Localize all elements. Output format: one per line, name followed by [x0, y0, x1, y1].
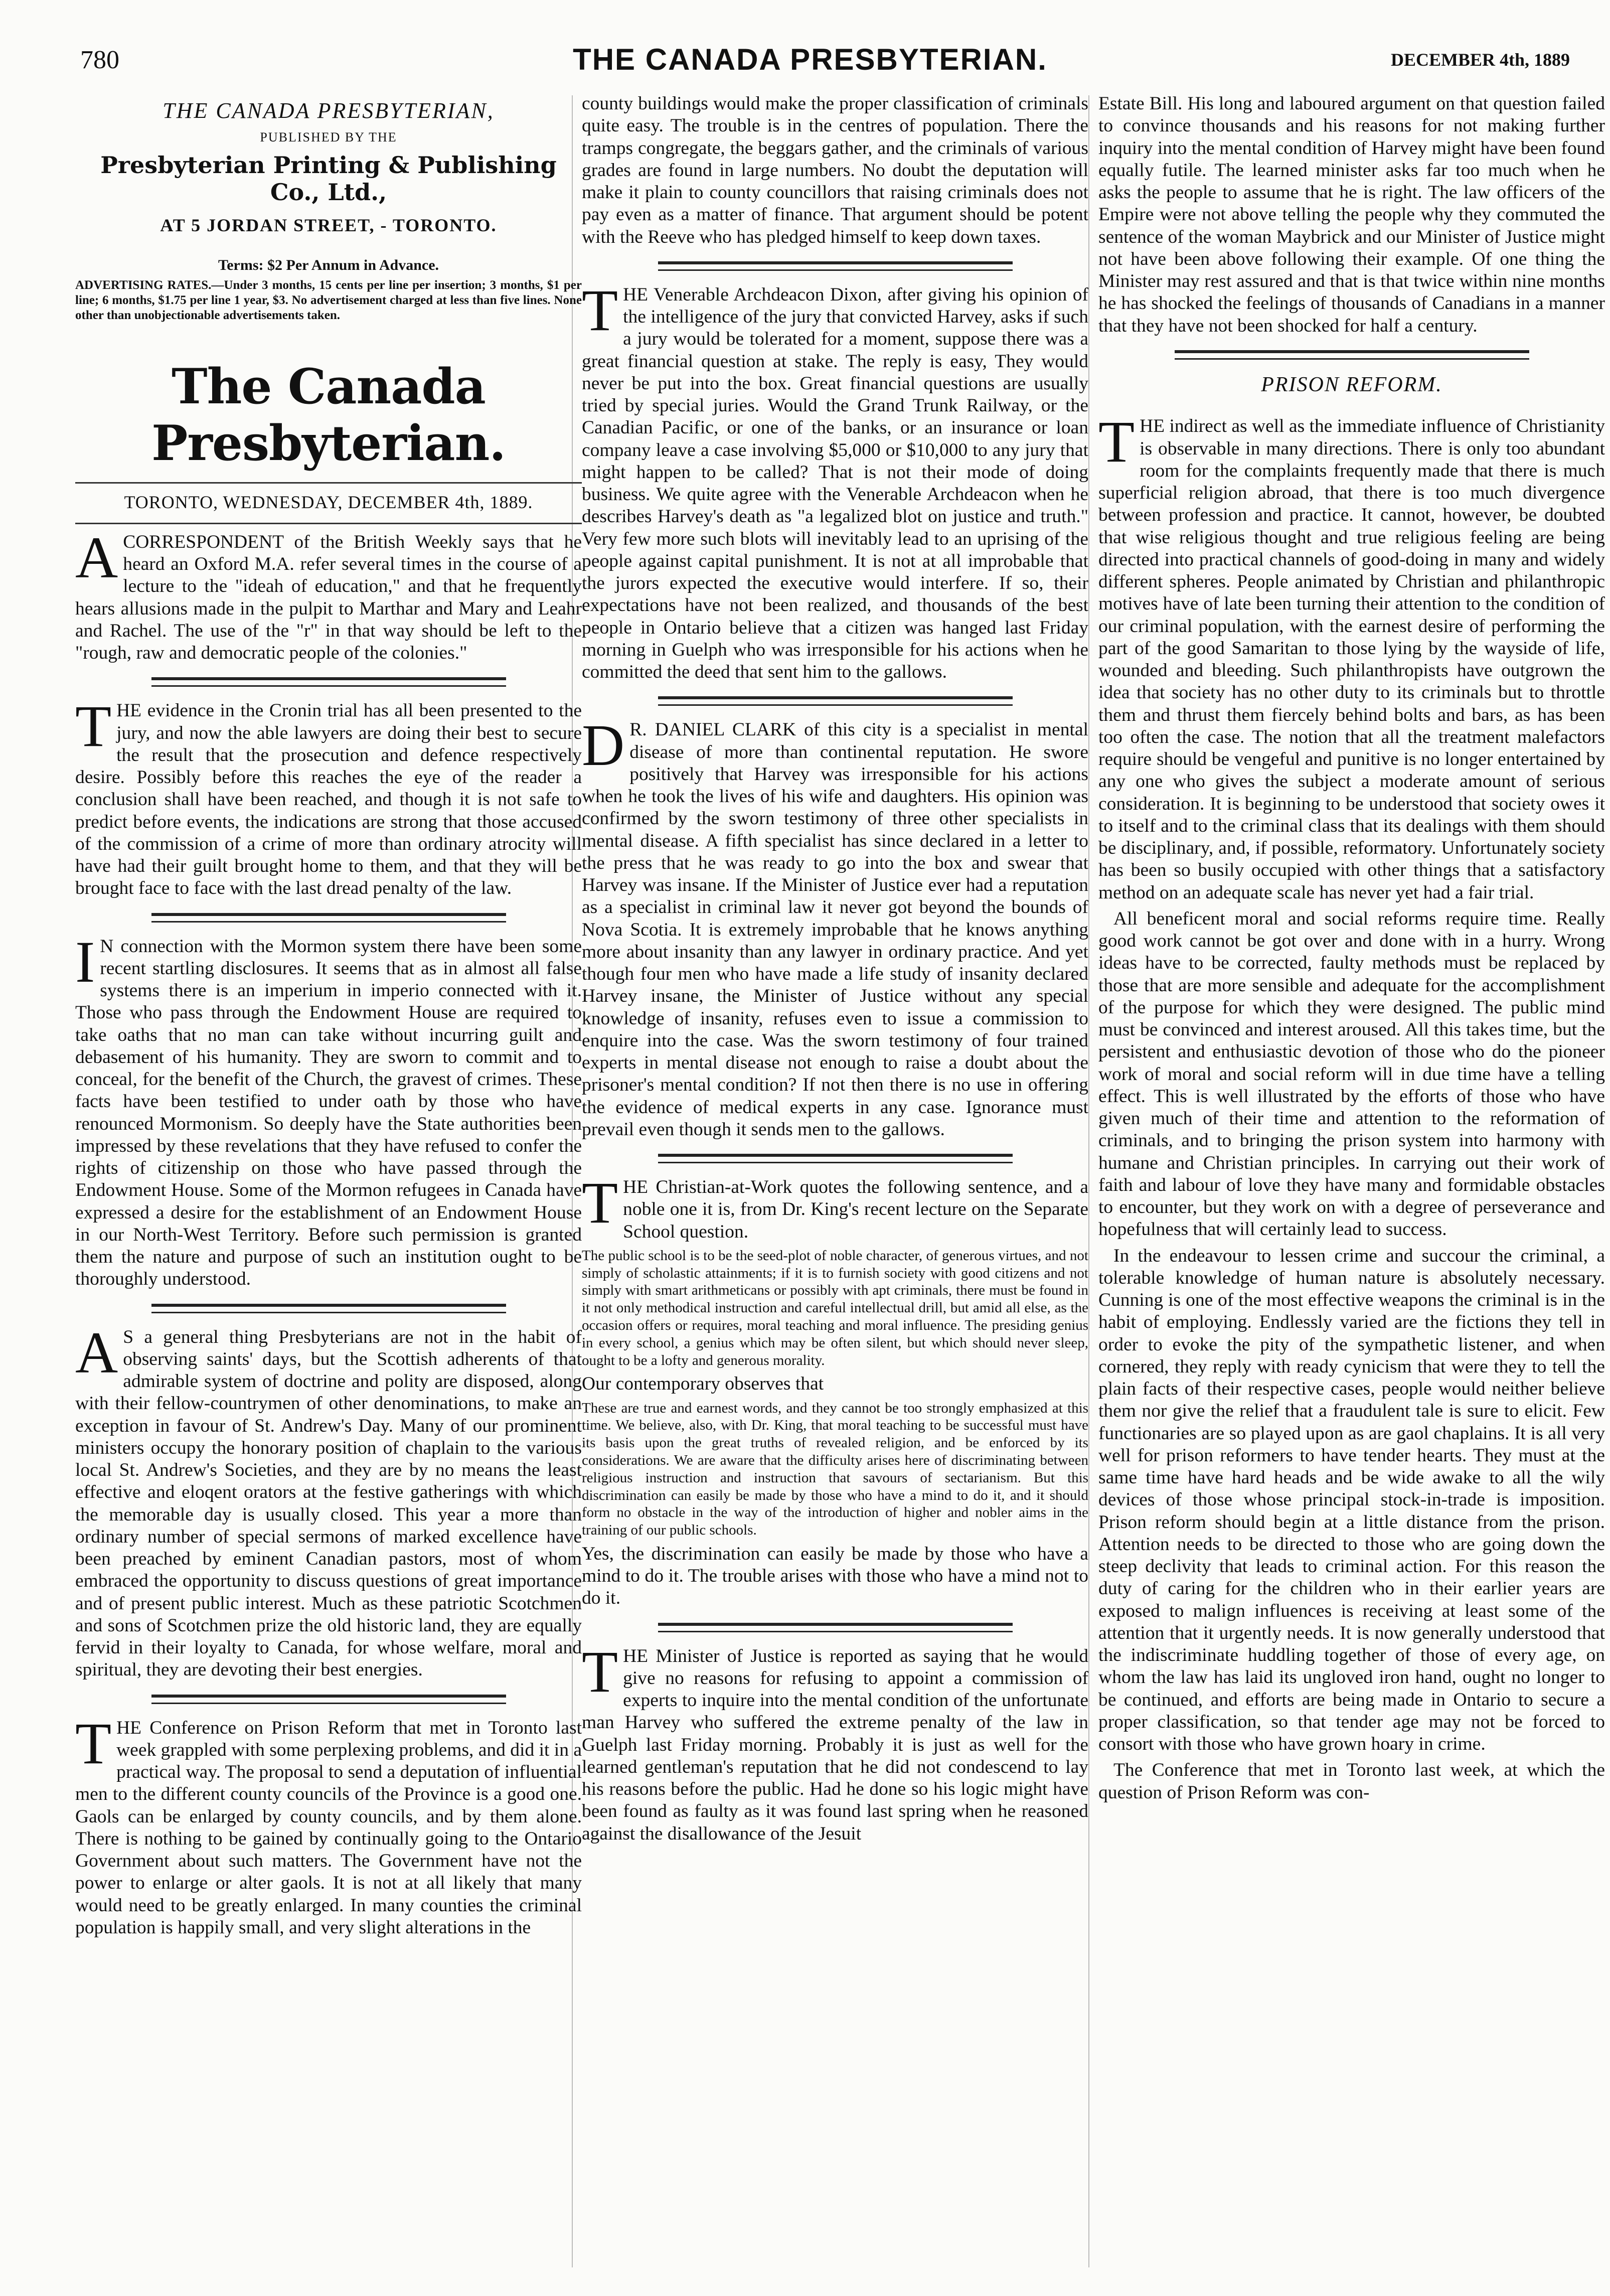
published-by: PUBLISHED BY THE	[260, 129, 397, 144]
article-continued: county buildings would make the proper classification of criminals quite easy. The trouble is in the centres of population. There the tramps congregate, the beggars gather, and the criminals of various grades are found in large numbers. No doubt the deputation will make it plain to county councillors that raising criminals does not pay even as a matter of finance. That argument should be potent with the Reeve who has pledged himself to keep down taxes.	[582, 93, 1088, 247]
drop-cap: T	[582, 277, 618, 343]
running-title: THE CANADA PRESBYTERIAN.	[573, 43, 1047, 76]
divider	[75, 482, 582, 484]
article-archdeacon-dixon	[582, 277, 1088, 684]
column-2	[582, 93, 1088, 1849]
drop-cap: T	[75, 1710, 112, 1776]
article-text: N connection with the Mormon system there have been some recent startling disclosures. It seems that as in almost all false systems there is an imperium in imperio connected with it. Those who pass through the Endowment House are required to take oaths that no man can take without incurring guilt and debasement of his humanity. They are sworn to commit and to conceal, for the benefit of the Church, the gravest of crimes. These facts have been testified to under oath by those who have renounced Mormonism. So deeply have the State authorities been impressed by these revelations that they have refused to confer the rights of citizenship on those who have passed through the Endowment House. Some of the Mormon refugees in Canada have expressed a desire for the establishment of an Endowment House in our North-West Territory. Before such permission is granted them the nature and purpose of such an institution ought to be thoroughly understood.	[75, 936, 582, 1290]
section-rule	[151, 1695, 506, 1704]
section-rule	[151, 913, 506, 923]
subscription-terms: Terms: $2 Per Annum in Advance.	[218, 256, 439, 273]
article-text: CORRESPONDENT of the British Weekly says that he heard an Oxford M.A. refer several times in the course of a lecture to the "ideah of education," and that he frequently hears allusions made in the pulpit to Marthar and Mary and Leahr and Rachel. The use of the "r" in that way should be left to the "rough, raw and democratic people of the colonies."	[75, 531, 582, 664]
article-prison-conference	[75, 1710, 582, 1939]
article-prison-reform	[1098, 409, 1605, 904]
publisher-title: THE CANADA PRESBYTERIAN,	[163, 98, 495, 123]
drop-cap: D	[582, 712, 625, 779]
article-minister-of-justice	[582, 1638, 1088, 1845]
drop-cap: T	[75, 693, 112, 759]
quotation: The public school is to be the seed-plot of noble character, of generous virtues, and not simply of scholastic attainments; if it is to furnish society with good citizens and not simply with smart arithmeticans or possibly with apt criminals, there must be found in it not only methodical instruction and careful intellectual drill, but amid all else, as the occasion offers or requires, moral teaching and moral influence. The presiding genius in every school, a genius which may be often silent, but which should never sleep, ought to be a lofty and generous morality.	[582, 1247, 1088, 1368]
drop-cap: A	[75, 1319, 118, 1386]
section-rule	[658, 1154, 1013, 1163]
article-text: HE Minister of Justice is reported as saying that he would give no reasons for refusing to appoint a commission of experts to inquire into the mental condition of the unfortunate man Harvey who suffered the extreme penalty of the law in Guelph last Friday morning. Probably it is just as well for the learned gentleman's reputation that he did not condescend to lay his reasons before the public. Had he done so his logic might have been found as faulty as it was found last spring when he reasoned against the disallowance of the Jesuit	[582, 1645, 1088, 1844]
page-number: 780	[80, 46, 119, 74]
article-text: S a general thing Presbyterians are not in the habit of observing saints' days, but the Scottish adherents of that admirable system of doctrine and polity are disposed, along with their fellow-countrymen of other denominations, to make an exception in favour of St. Andrew's Day. Many of our prominent ministers occupy the honorary position of chaplain to the various local St. Andrew's Societies, and they are by no means the least effective and eloqent orators at the festive gatherings with which the memorable day is usually closed. This year a more than ordinary number of special sermons of marked excellence have been preached by eminent Canadian pastors, most of whom embraced the opportunity to discuss questions of great importance and of present public interest. Much as these patriotic Scotchmen and sons of Scotchmen prize the old historic land, they are equally fervid in their loyalty to Canada, for whose welfare, moral and spiritual, they are devoting their best energies.	[75, 1326, 582, 1680]
article-text: HE Conference on Prison Reform that met in Toronto last week grappled with some perplexing problems, and did it in a practical way. The proposal to send a deputation of influential men to the different county councils of the Province is a good one. Gaols can be enlarged by county councils, and by them alone. There is nothing to be gained by continually going to the Ontario Government about such matters. The Government have not the power to enlarge or alter gaols. It is not at all likely that many would need to be greatly enlarged. In many counties the criminal population is happily small, and very slight alterations in the	[75, 1717, 582, 1938]
column-divider	[1088, 95, 1089, 2267]
article-text: All beneficent moral and social reforms require time. Really good work cannot be got over and done with in a hurry. Wrong ideas have to be corrected, faulty methods must be replaced by those that are more sensible and adequate for the accomplishment of the purpose for which they were designed. The public mind must be convinced and interest aroused. All this takes time, but the persistent and enthusiastic devotion of those who do the pioneer work of moral and social reform will in due time have a telling effect. This is well illustrated by the efforts of those who have given much of their time and attention to the reformation of criminals, and to bringing the prison system into harmony with humane and Christian principles. In carrying out their work of faith and labour of love they have many and formidable obstacles to encounter, but they work on with a degree of perseverance and hopefulness that will certainly lead to success.	[1098, 908, 1605, 1240]
drop-cap: I	[75, 929, 95, 995]
article-mormon-system	[75, 929, 582, 1291]
section-rule	[151, 677, 506, 687]
column-3	[1098, 93, 1605, 1808]
drop-cap: T	[582, 1170, 618, 1236]
article-saints-days	[75, 1319, 582, 1681]
article-cronin-trial	[75, 693, 582, 899]
article-daniel-clark	[582, 712, 1088, 1141]
publisher-address: AT 5 JORDAN STREET, - TORONTO.	[160, 215, 497, 236]
column-1	[75, 93, 582, 1943]
masthead: The Canada Presbyterian.	[151, 358, 506, 472]
section-rule	[658, 1623, 1013, 1632]
article-text: Yes, the discrimination can easily be made by those who have a mind to do it. The trouble arises with those who have a mind not to do it.	[582, 1543, 1088, 1609]
section-title: PRISON REFORM.	[1261, 373, 1442, 396]
section-rule	[658, 696, 1013, 706]
article-text: R. DANIEL CLARK of this city is a specialist in mental disease of more than continental reputation. He swore positively that Harvey was irresponsible for his actions when he took the lives of his wife and daughters. His opinion was confirmed by the sworn testimony of three other specialists in mental disease. A fifth specialist has since declared in a letter to the press that he was ready to go into the box and swear that Harvey was insane. If the Minister of Justice ever had a reputation as a specialist in criminal law it never got beyond the bounds of Nova Scotia. It is extremely improbable that he knows anything more about insanity than any lawyer in ordinary practice. And yet though four men who have made a life study of insanity declared Harvey insane, the Minister of Justice without any special knowledge of insanity, refuses even to issue a commission to enquire into the case. Was the sworn testimony of four trained experts in mental disease not enough to raise a doubt about the prisoner's mental condition? If not then there is no use in offering the evidence of medical experts in any case. Ignorance must prevail even though it sends men to the gallows.	[582, 719, 1088, 1140]
article-text: HE Christian-at-Work quotes the following sentence, and a noble one it is, from Dr. King's recent lecture on the Separate School question.	[623, 1177, 1088, 1242]
quotation: These are true and earnest words, and they cannot be too strongly emphasized at this time. We believe, also, with Dr. King, that moral teaching to be successful must have its basis upon the great truths of revealed religion, and be enforced by its considerations. We are aware that the difficulty arises here of discriminating between religious instruction and instruction that savours of sectarianism. But this discrimination can easily be made by those who have a mind to do it, and it should form no obstacle in the way of the introduction of higher and nobler aims in the training of our public schools.	[582, 1400, 1088, 1539]
article-text: HE evidence in the Cronin trial has all been presented to the jury, and now the able lawyers are doing their best to secure the result that the prosecution and defence respectively desire. Possibly before this reaches the eye of the reader a conclusion shall have been reached, and though it is not safe to predict before events, the indications are strong that those accused of the commission of a crime of more than ordinary atrocity will have had their guilt brought home to them, and that they will be brought face to face with the last dread penalty of the law.	[75, 700, 582, 899]
section-rule	[1175, 350, 1529, 360]
article-text: The Conference that met in Toronto last week, at which the question of Prison Reform was con-	[1098, 1760, 1605, 1803]
article-text: HE Venerable Archdeacon Dixon, after giving his opinion of the intelligence of the jury that convicted Harvey, asks if such a jury would be tolerated for a moment, suppose there was a great financial question at stake. The reply is easy, They would never be put into the box. Great financial questions are usually tried by special juries. Would the Grand Trunk Railway, or the Canadian Pacific, or one of the banks, or an insurance or loan company leave a case involving $5,000 or $10,000 to any jury that might happen to be called? That is not their mode of doing business. We quite agree with the Venerable Archdeacon when he describes Harvey's death as "a legalized blot on justice and truth." Very few more such blots will inevitably lead to an uprising of the people against capital punishment. It is not at all improbable that the jurors expected the executive would interfere. If so, their expectations have not been realized, and thousands of the best people in Ontario believe that a citizen was hanged last Friday morning in Guelph who was irresponsible for his actions when he committed the deed that sent him to the gallows.	[582, 284, 1088, 682]
drop-cap: A	[75, 524, 118, 590]
page-header	[45, 25, 1575, 76]
drop-cap: T	[1098, 409, 1135, 475]
article-text: In the endeavour to lessen crime and succour the criminal, a tolerable knowledge of human nature is absolutely necessary. Cunning is one of the most effective weapons the criminal is in the habit of employing. Endlessly varied are the fictions they tell in order to evoke the pity of the sympathetic listener, and when cornered, they reply with ready cynicism that were they to tell the plain facts of their respective cases, people would neither believe them nor give the relief that a fraudulent tale is sure to elicit. Few functionaries are so played upon as are gaol chaplains. It is all very well for prison reformers to have tender hearts. They must at the same time have hard heads and be wide awake to all the wily devices of those whose principal stock-in-trade is imposition. Prison reform should begin at a little distance from the prison. Attention needs to be directed to those who are going down the steep declivity that leads to criminal action. For this reason the duty of caring for the children who in their earlier years are exposed to malign influences is receiving at least some of the attention that it urgently needs. It is now generally understood that the indiscriminate huddling together of those of every age, on whom the law has laid its ungloved iron hand, ought no longer to be continued, and efforts are being made in Ontario to secure a proper classification, so that tender age may not be forced to consort with those who have grown hoary in crime.	[1098, 1245, 1605, 1755]
publisher-company: Presbyterian Printing & Publishing Co., Ltd.,	[100, 151, 557, 206]
article-text: Our contemporary observes that	[582, 1373, 824, 1395]
article-text: HE indirect as well as the immediate influence of Christianity is observable in many directions. There is only too abundant room for the complaints frequently made that there is much superficial religion abroad, that there is too much divergence between profession and practice. It cannot, however, be doubted that wise religious thought and true religious feeling are being directed into practical channels of good-doing in many and widely different spheres. People animated by Christian and philanthropic motives have of late been turning their attention to the condition of our criminal population, with the earnest desire of performing the part of the good Samaritan to those lying by the wayside of life, wounded and bleeding. Such philanthropists have outgrown the idea that society has no other duty to its criminals but to throttle them and thrust them fiercely behind bolts and bars, as has been too often the case. The notion that all the treatment malefactors require should be vengeful and punitive is no longer entertained by any one who gives the subject a moderate amount of serious consideration. It is beginning to be understood that society owes it to itself and to the criminal class that its dealings with them should be disciplinary, and, if possible, reformatory. Unfortunately society has been so busily occupied with other things that a satisfactory method on an adequate scale has never yet had a fair trial.	[1098, 416, 1605, 903]
article-continued: Estate Bill. His long and laboured argument on that question failed to convince thousands and his reasons for not making further inquiry into the mental condition of Harvey might have been found equally futile. The learned minister asks far too much when he asks the people to assume that he is right. The law officers of the Empire were not above telling the people why they commuted the sentence of the woman Maybrick and our Minister of Justice might not have been above following their example. Of one thing the Minister may rest assured and that is that twice within nine months he has shocked the feelings of thousands of Canadians in a manner that they have not been shocked for half a century.	[1098, 93, 1605, 336]
dateline: TORONTO, WEDNESDAY, DECEMBER 4th, 1889.	[124, 492, 533, 512]
drop-cap: T	[582, 1638, 618, 1705]
section-rule	[151, 1304, 506, 1313]
article-christian-at-work	[582, 1170, 1088, 1243]
advertising-rates: ADVERTISING RATES.—Under 3 months, 15 cents per line per insertion; 3 months, $1 per line; 6 months, $1.75 per line 1 year, $3. No advertisement charged at less than five lines. None other than unobjectionable advertisements taken.	[75, 278, 582, 322]
article-british-weekly	[75, 524, 582, 665]
divider	[75, 523, 582, 524]
issue-date: DECEMBER 4th, 1889	[1390, 50, 1570, 70]
section-rule	[658, 261, 1013, 271]
